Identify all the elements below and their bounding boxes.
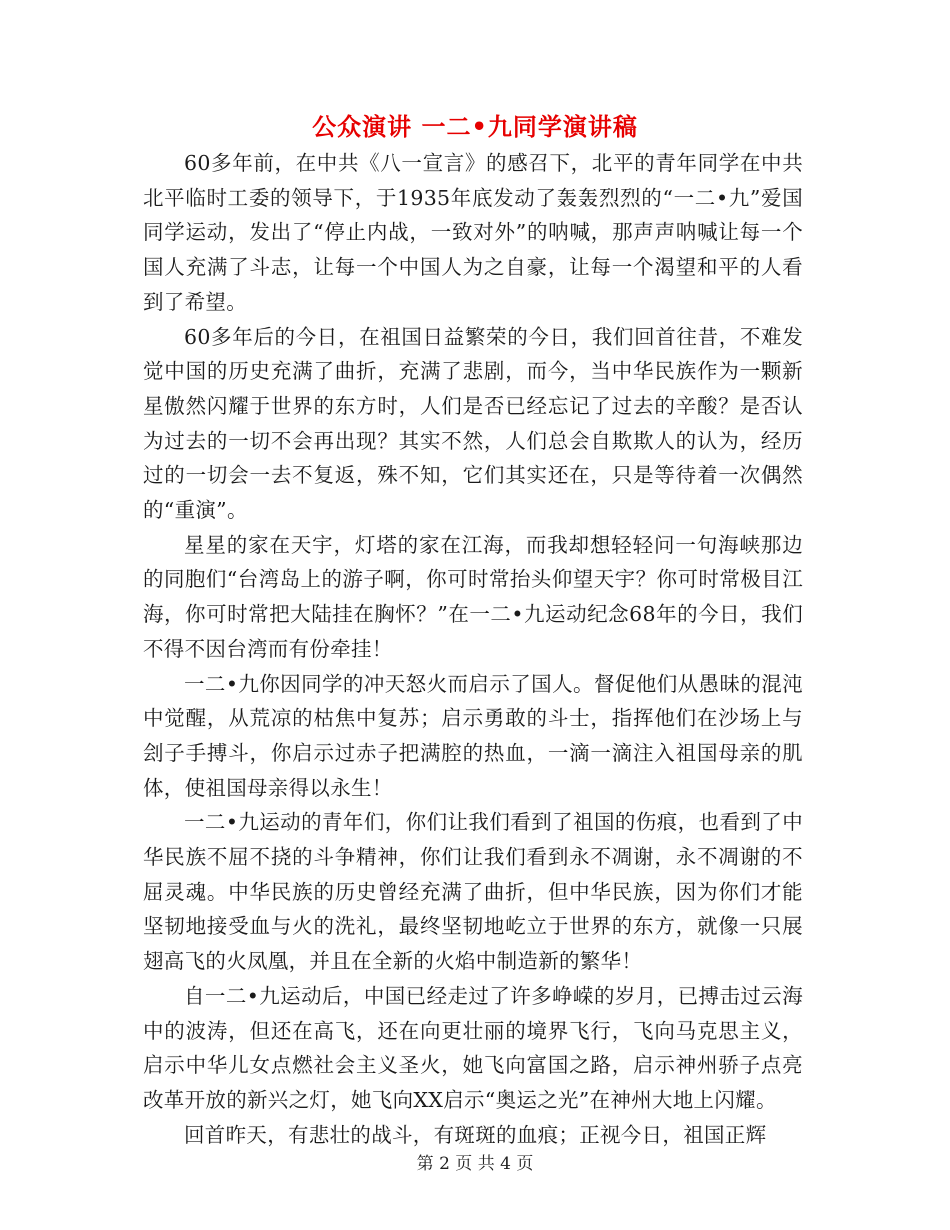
page-title: 公众演讲 一二•九同学演讲稿 — [312, 112, 638, 141]
paragraph-6: 自一二•九运动后，中国已经走过了许多峥嵘的岁月，已搏击过云海中的波涛，但还在高飞，还在向更壮丽的境界飞行，飞向马克思主义，启示中华儿女点燃社会主义圣火，她飞向富国之路，启示神州骄子点亮改革开放的新兴之灯，她飞向XX启示“奥运之光”在神州大地上闪耀。 — [143, 983, 803, 1112]
paragraph-4: 一二•九你因同学的冲天怒火而启示了国人。督促他们从愚昧的混沌中觉醒，从荒凉的枯焦中复苏；启示勇敢的斗士，指挥他们在沙场上与刽子手搏斗，你启示过赤子把满腔的热血，一滴一滴注入祖国母亲的肌体，使祖国母亲得以永生！ — [143, 671, 803, 800]
page-number-footer: 第 2 页 共 4 页 — [416, 1154, 534, 1174]
paragraph-5: 一二•九运动的青年们，你们让我们看到了祖国的伤痕，也看到了中华民族不屈不挠的斗争精神，你们让我们看到永不凋谢，永不凋谢的不屈灵魂。中华民族的历史曾经充满了曲折，但中华民族，因为你们才能坚韧地接受血与火的洗礼，最终坚韧地屹立于世界的东方，就像一只展翅高飞的火凤凰，并且在全新的火焰中制造新的繁华！ — [143, 810, 803, 974]
speech-body — [143, 146, 803, 1152]
paragraph-2: 60多年后的今日，在祖国日益繁荣的今日，我们回首往昔，不难发觉中国的历史充满了曲折，充满了悲剧，而今，当中华民族作为一颗新星傲然闪耀于世界的东方时，人们是否已经忘记了过去的辛酸？是否认为过去的一切不会再出现？其实不然，人们总会自欺欺人的认为，经历过的一切会一去不复返，殊不知，它们其实还在，只是等待着一次偶然的“重演”。 — [143, 324, 803, 523]
paragraph-3: 星星的家在天宇，灯塔的家在江海，而我却想轻轻问一句海峡那边的同胞们“台湾岛上的游子啊，你可时常抬头仰望天宇？你可时常极目江海，你可时常把大陆挂在胸怀？”在一二•九运动纪念68年的今日，我们不得不因台湾而有份牵挂！ — [143, 532, 803, 661]
paragraph-7: 回首昨天，有悲壮的战斗，有斑斑的血痕；正视今日，祖国正辉 — [184, 1122, 767, 1147]
paragraph-1: 60多年前，在中共《八一宣言》的感召下，北平的青年同学在中共北平临时工委的领导下，于1935年底发动了轰轰烈烈的“一二•九”爱国同学运动，发出了“停止内战，一致对外”的呐喊，那声声呐喊让每一个国人充满了斗志，让每一个中国人为之自豪，让每一个渴望和平的人看到了希望。 — [143, 151, 803, 314]
